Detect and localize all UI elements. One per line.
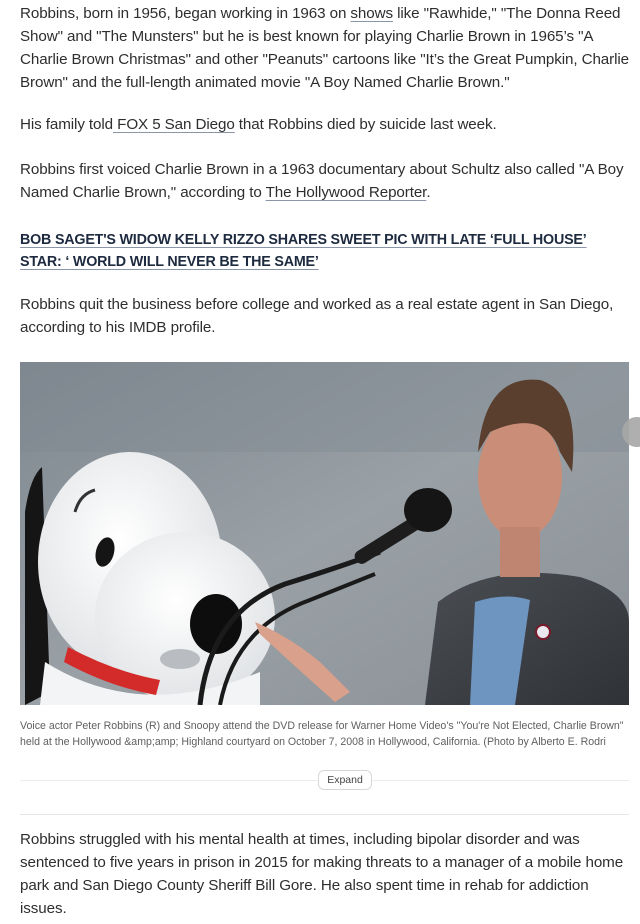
photo-illustration [20,362,629,705]
paragraph-text: Robbins, born in 1956, began working in 1963 on [20,5,351,22]
expand-button[interactable]: Expand [318,770,372,790]
section-divider [20,814,629,815]
article-paragraph-3 [20,158,630,204]
article-photo[interactable] [20,362,629,705]
paragraph-text: Robbins struggled with his mental health at times, including bipolar disorder and was sentenced to five years in prison in 2015 for making threats to a manager of a mobile home park and San Diego County Sheriff Bill Gore. He also spent time in rehab for addiction issues. [20,831,624,917]
paragraph-text: His family told [20,116,114,133]
fox5-san-diego-link[interactable]: FOX 5 San Diego [113,116,235,133]
related-article [20,229,630,273]
article-paragraph-4 [20,293,630,339]
paragraph-text: Robbins quit the business before college and worked as a real estate agent in San Diego, according to his IMDB profile. [20,296,614,336]
caption-expand-row [20,770,629,790]
article-paragraph-5 [20,828,630,920]
article-paragraph-1 [20,2,630,94]
paragraph-text: like "Rawhide," "The Donna Reed Show" and "The Munsters" but he is best known for playing Charlie Brown in 1965’s "A Charlie Brown Christmas" and other "Peanuts" cartoons like "It’s the Great Pumpkin, Charlie Brown" and the full-length animated movie "A Boy Named Charlie Brown." [20,5,629,91]
shows-link[interactable]: shows [350,5,393,22]
paragraph-text: Robbins first voiced Charlie Brown in a 1963 documentary about Schultz also called "A Boy Named Charlie Brown," according to [20,161,624,201]
paragraph-text: that Robbins died by suicide last week. [234,116,497,133]
article-paragraph-2 [20,113,630,136]
related-article-headline-link[interactable]: BOB SAGET'S WIDOW KELLY RIZZO SHARES SWEET PIC WITH LATE ‘FULL HOUSE’ STAR: ‘ WORLD WILL NEVER BE THE SAME’ [20,232,587,270]
paragraph-text: . [426,184,431,201]
hollywood-reporter-link[interactable]: The Hollywood Reporter [265,184,427,201]
photo-caption: Voice actor Peter Robbins (R) and Snoopy attend the DVD release for Warner Home Video's "You're Not Elected, Charlie Brown" held at the Hollywood &amp;amp; Highland courtyard on October 7, 2008 in Hollywood, California. (Photo by Alberto E. Rodri [20,720,624,748]
